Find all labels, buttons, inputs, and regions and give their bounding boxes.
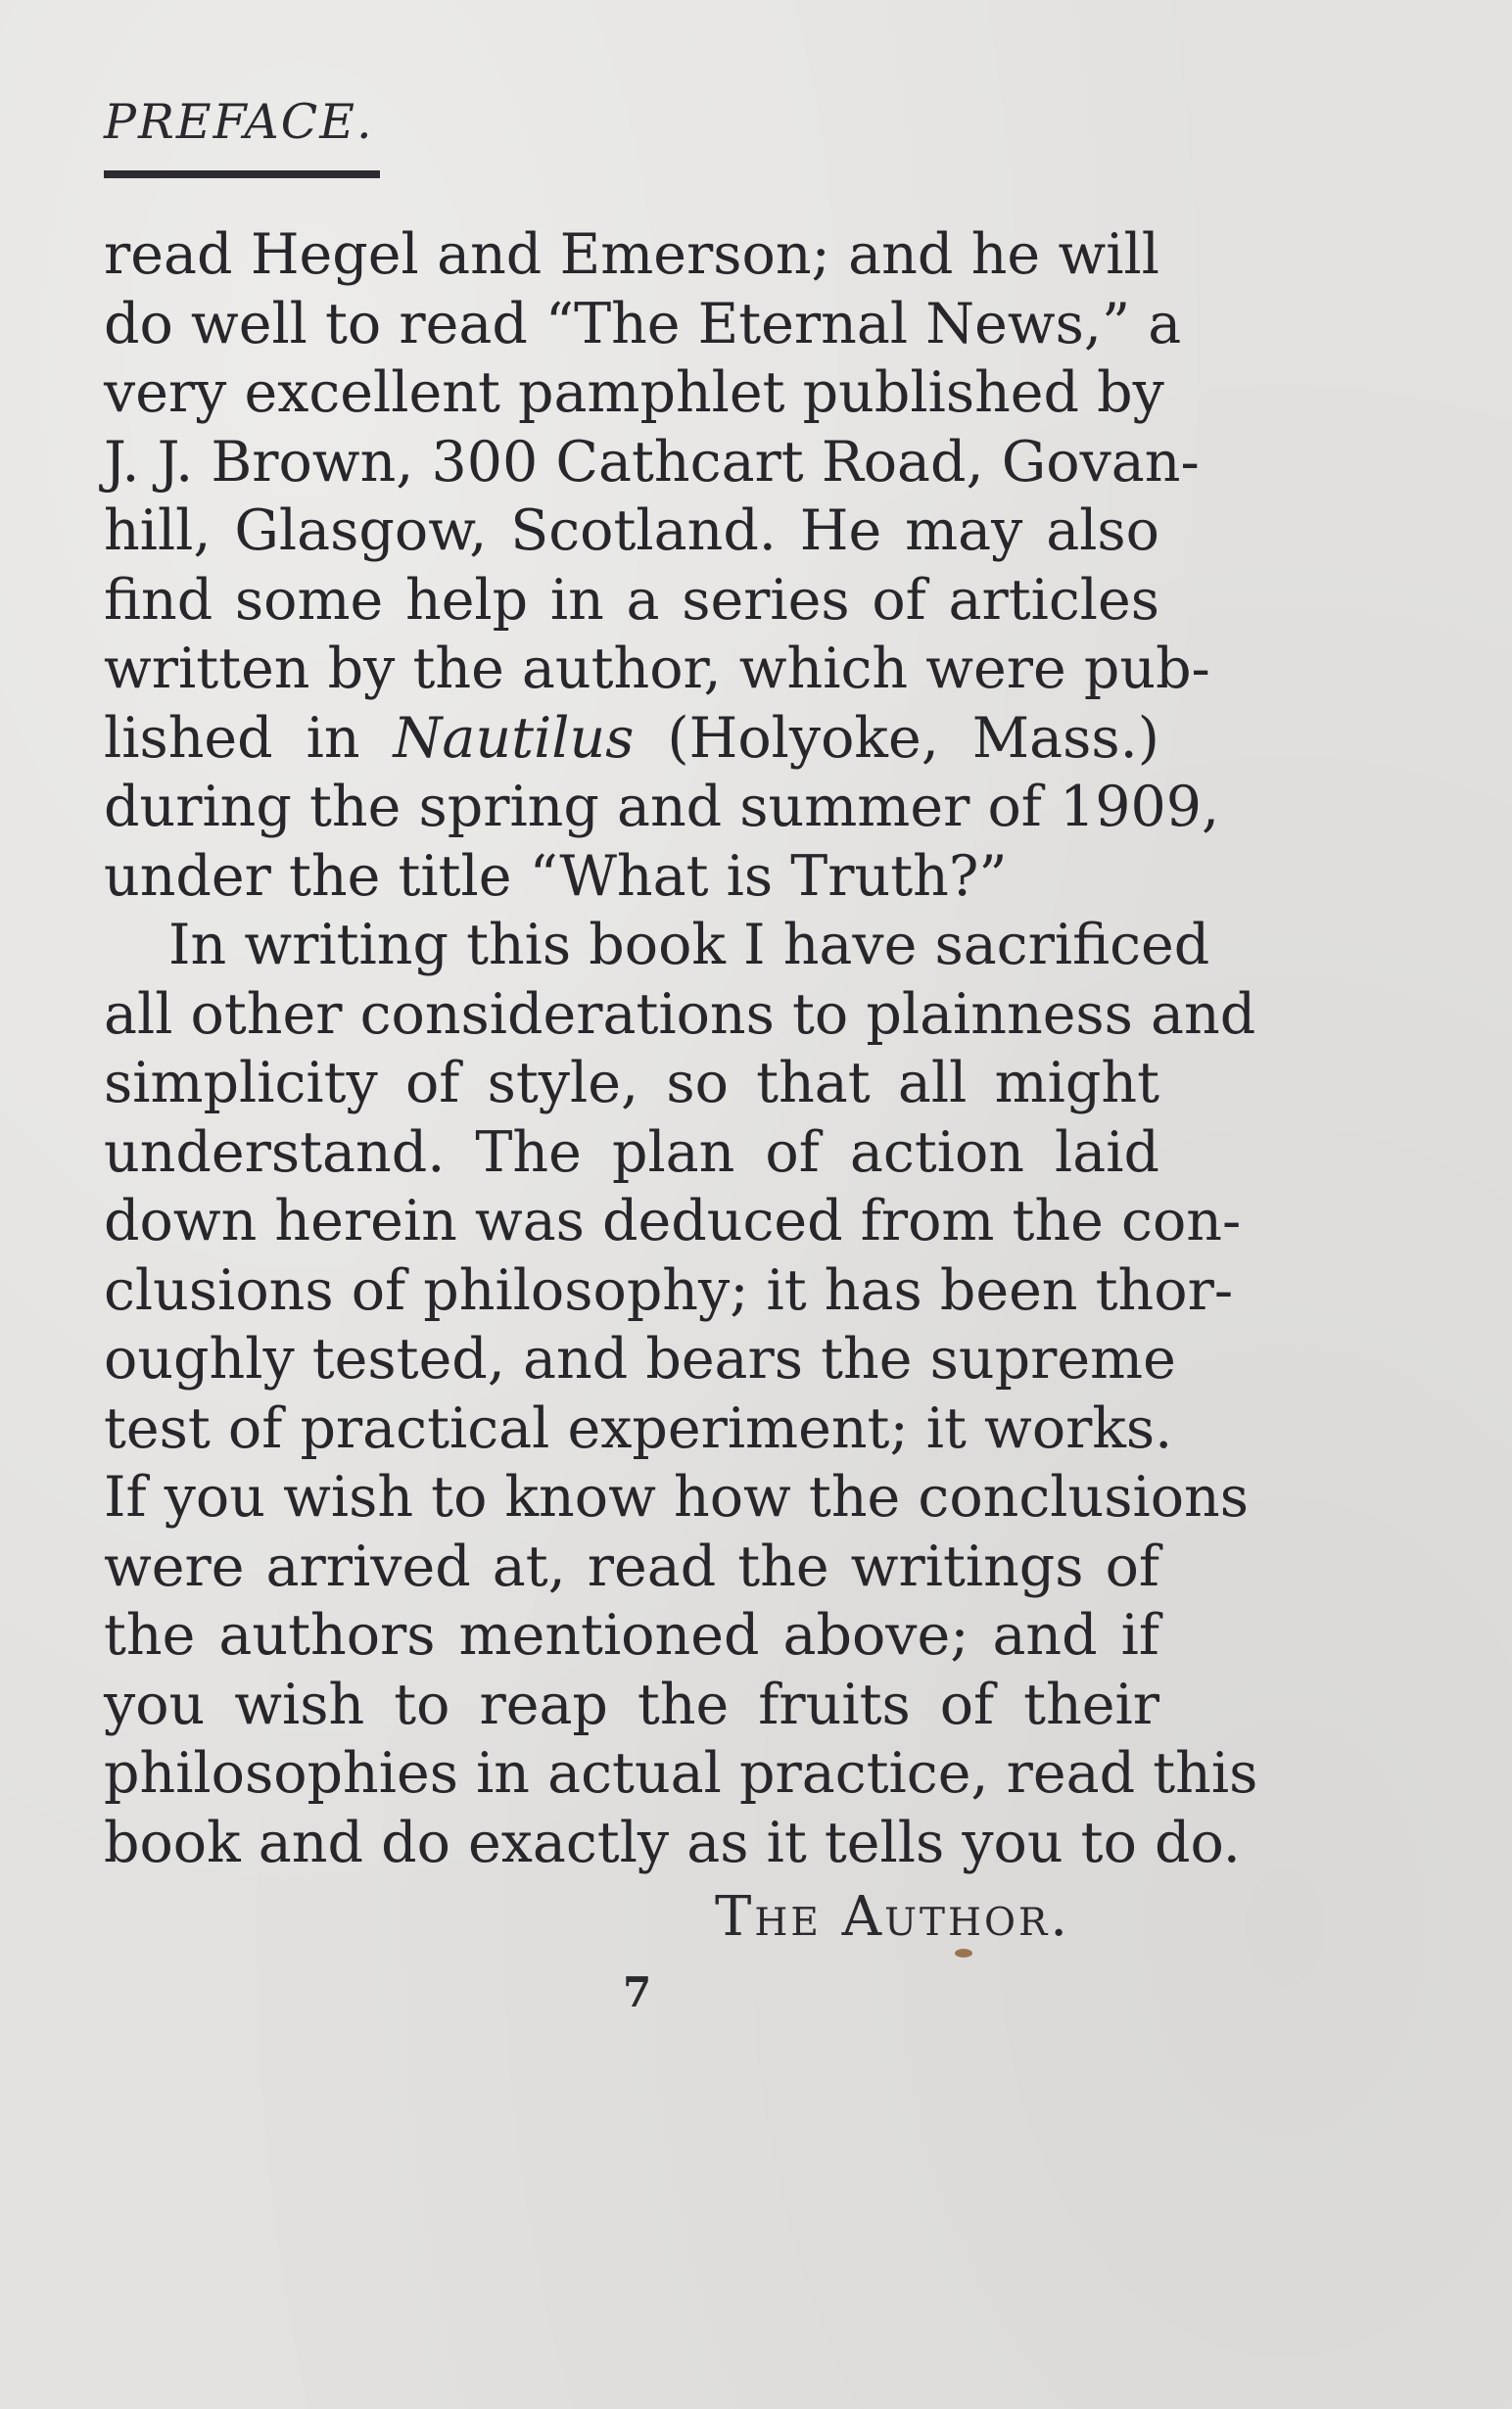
text-line: all other considerations to plainness and	[104, 981, 1256, 1047]
author-signature: The Author.	[715, 1885, 1071, 1949]
text-line: book and do exactly as it tells you to do.	[104, 1810, 1241, 1875]
paragraph-1	[104, 220, 1220, 911]
text-line: were arrived at, read the writings of	[104, 1534, 1159, 1599]
text-line-with-italic	[104, 704, 1159, 774]
text-line: find some help in a series of articles	[104, 567, 1159, 633]
text-line: very excellent pamphlet published by	[104, 360, 1164, 425]
running-head-rule	[104, 170, 380, 178]
text-line: during the spring and summer of 1909,	[104, 775, 1220, 839]
text-line: oughly tested, and bears the supreme	[104, 1327, 1176, 1392]
text-line: J. J. Brown, 300 Cathcart Road, Govan-	[104, 429, 1200, 495]
page-number: 7	[623, 1968, 652, 2016]
text-line: clusions of philosophy; it has been thor-	[104, 1257, 1234, 1323]
text-line: down herein was deduced from the con-	[104, 1189, 1242, 1253]
text-line: hill, Glasgow, Scotland. He may also	[104, 498, 1159, 563]
text-line: read Hegel and Emerson; and he will	[104, 222, 1159, 287]
text-line: If you wish to know how the conclusions	[104, 1465, 1249, 1530]
text-segment: lished in	[104, 705, 394, 771]
text-line: philosophies in actual practice, read this	[104, 1741, 1258, 1806]
text-line: do well to read “The Eternal News,” a	[104, 291, 1182, 356]
text-line: In writing this book I have sacrificed	[168, 913, 1210, 977]
italic-title: Nautilus	[393, 705, 635, 771]
text-line: you wish to reap the fruits of their	[104, 1672, 1159, 1737]
text-line: under the title “What is Truth?”	[104, 843, 1008, 909]
text-line: written by the author, which were pub-	[104, 637, 1210, 701]
paper-stain	[955, 1949, 972, 1958]
paragraph-2	[104, 911, 1258, 1877]
body-text	[104, 220, 1258, 1877]
running-head: PREFACE.	[104, 94, 374, 150]
text-line: simplicity of style, so that all might	[104, 1051, 1159, 1115]
text-segment: (Holyoke, Mass.)	[634, 705, 1159, 771]
text-line: the authors mentioned above; and if	[104, 1603, 1159, 1668]
text-line: test of practical experiment; it works.	[104, 1395, 1173, 1461]
text-line: understand. The plan of action laid	[104, 1119, 1159, 1185]
